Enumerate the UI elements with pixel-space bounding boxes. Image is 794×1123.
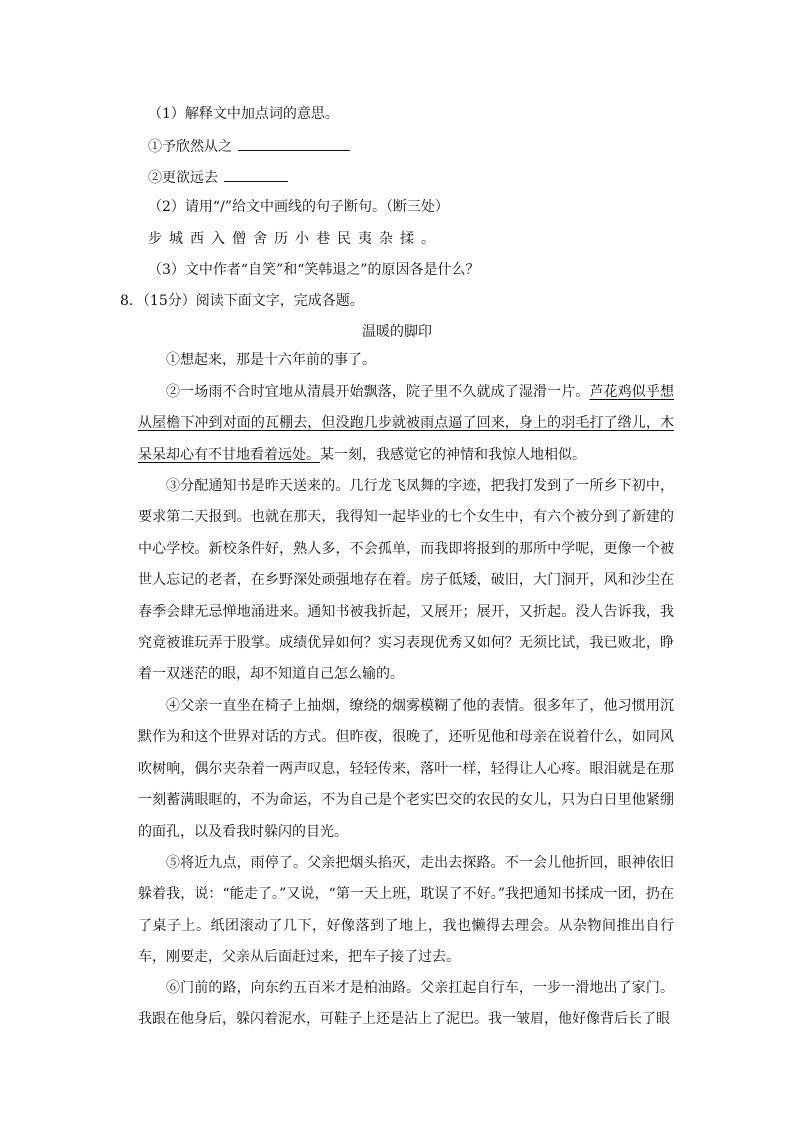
paragraph-5-text: ⑤将近九点，雨停了。父亲把烟头掐灭，走出去探路。不一会儿他折回，眼神依旧躲着我，说：“能走了。”又说，“第一天上班，耽误了不好。”我把通知书揉成一团，扔在了桌子上。纸团滚动了几下，好像落到了地上，我也懒得去理会。从杂物间推出自行车，刚要走，父亲从后面赶过来，把车子接了过去。 <box>138 855 674 966</box>
question-1a-text: ①予欣然从之 <box>148 139 232 155</box>
question-3: （3）文中作者“自笑”和“笑韩退之”的原因各是什么？ <box>148 262 480 278</box>
answer-blank-1b[interactable] <box>224 166 288 182</box>
paragraph-1-text: ①想起来，那是十六年前的事了。 <box>166 352 376 368</box>
paragraph-2-body <box>138 377 674 471</box>
paragraph-4-text: ④父亲一直坐在椅子上抽烟，缭绕的烟雾模糊了他的表情。很多年了，他习惯用沉默作为和这个世界对话的方式。但昨夜，很晚了，还听见他和母亲在说着什么，如同风吹树响，偶尔夹杂着一两声叹息，轻轻传来，落叶一样，轻得让人心疼。眼泪就是在那一刻蓄满眼眶的，不为命运，不为自己是个老实巴交的农民的女儿，只为白日里他紧绷的面孔，以及看我时躲闪的目光。 <box>138 698 674 840</box>
paragraph-5 <box>138 848 674 974</box>
question-2: （2）请用“/”给文中画线的句子断句。（断三处） <box>148 199 449 215</box>
paragraph-3-text: ③分配通知书是昨天送来的。几行龙飞凤舞的字迹，把我打发到了一所乡下初中，要求第二天报到。也就在那天，我得知一起毕业的七个女生中，有六个被分到了新建的中心学校。新校条件好，熟人多，不会孤单，而我即将报到的那所中学呢，更像一个被世人忘记的老者，在乡野深处顽强地存在着。房子低矮，破旧，大门洞开，风和沙尘在春季会肆无忌惮地涌进来。通知书被我折起，又展开；展开，又折起。没人告诉我，我究竟被谁玩弄于股掌。成绩优异如何？实习表现优秀又如何？无须比试，我已败北，睁着一双迷茫的眼，却不知道自己怎么输的。 <box>138 478 674 683</box>
question-1b-text: ②更欲远去 <box>148 170 218 186</box>
paragraph-2-pre: ②一场雨不合时宜地从清晨开始飘落，院子里不久就成了湿滑一片。 <box>166 384 590 400</box>
paragraph-6 <box>138 973 674 1036</box>
paragraph-3 <box>138 471 674 691</box>
paragraph-2-underlined: 芦花鸡似乎想从屋檐下冲到对面的瓦棚去，但没跑几步就被雨点逼了回来，身上的羽毛打了绺儿，木呆呆却心有不甘地看着远处。 <box>138 384 675 463</box>
paragraph-4 <box>138 691 674 848</box>
paragraph-1 <box>138 345 674 376</box>
answer-blank-1a[interactable] <box>238 135 350 151</box>
section-8-header: 8．（15分）阅读下面文字，完成各题。 <box>120 293 364 309</box>
question-2-sentence: 步城西入僧舍历小巷民夷杂揉。 <box>148 231 442 247</box>
article-title: 温暖的脚印 <box>362 324 432 340</box>
paragraph-6-text: ⑥门前的路，向东约五百米才是柏油路。父亲扛起自行车，一步一滑地出了家门。我跟在他身后，躲闪着泥水，可鞋子上还是沾上了泥巴。我一皱眉，他好像背后长了眼 <box>138 980 674 1028</box>
question-1b <box>148 166 288 188</box>
paragraph-2 <box>138 377 674 471</box>
question-1: （1）解释文中加点词的意思。 <box>148 106 339 122</box>
question-1a <box>148 135 350 157</box>
paragraph-2-post: 某一刻，我感觉它的神情和我惊人地相似。 <box>320 446 586 463</box>
